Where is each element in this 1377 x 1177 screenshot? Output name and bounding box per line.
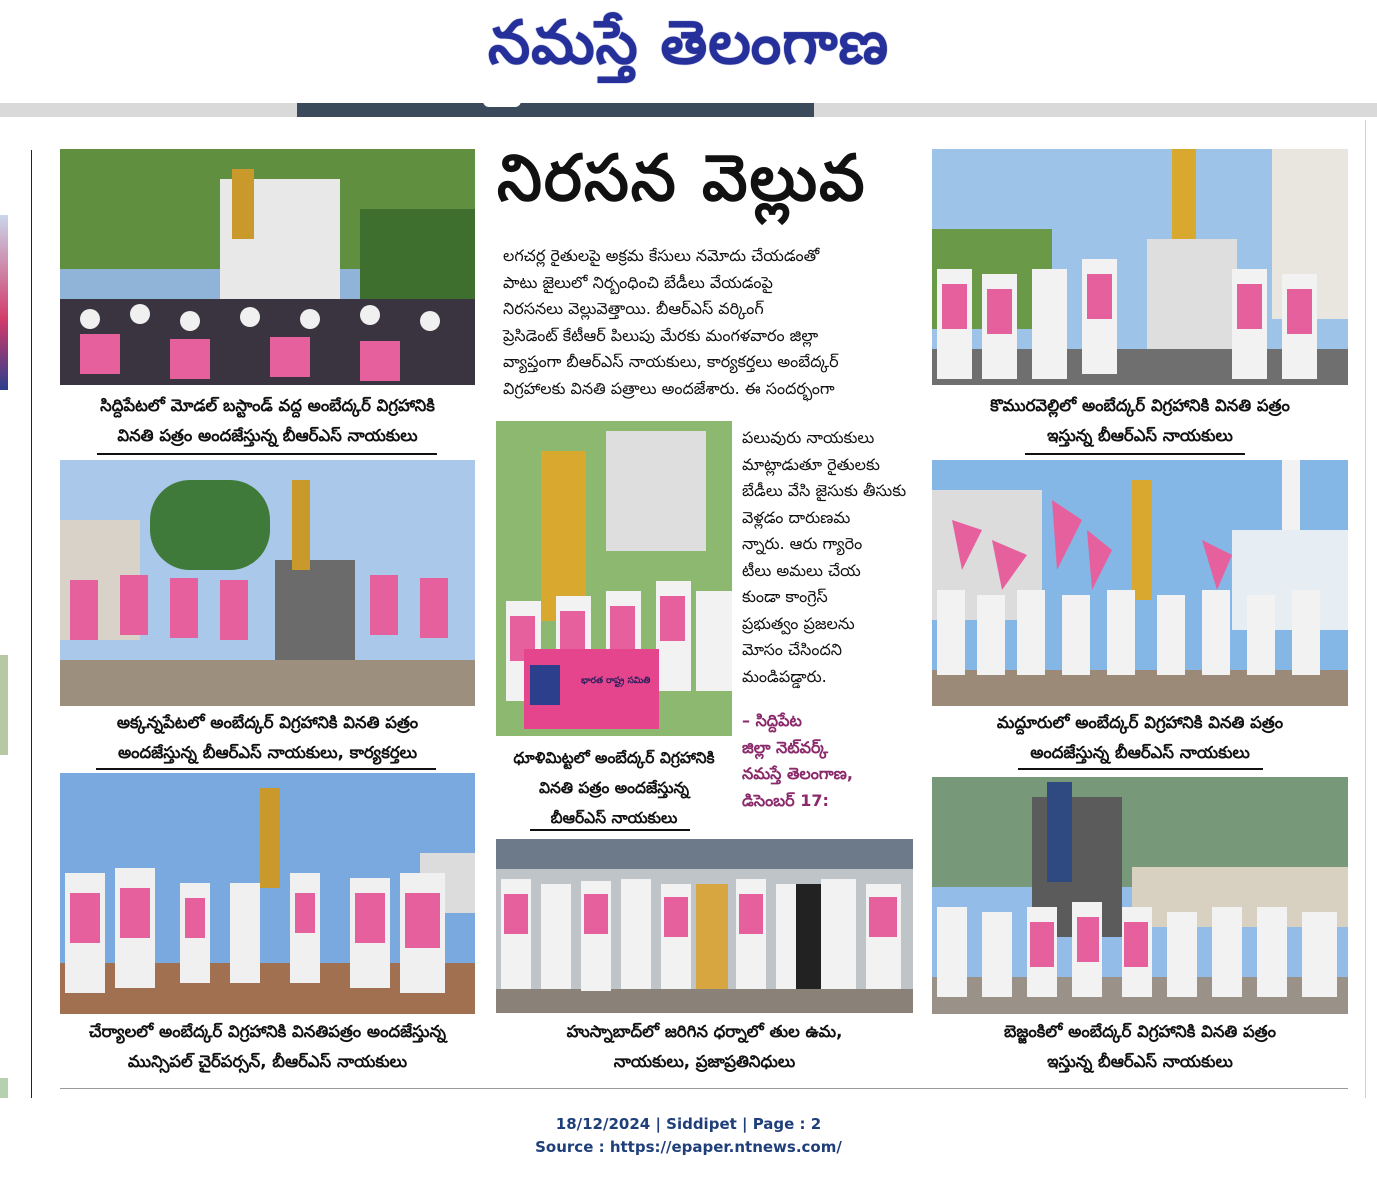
caption-underline xyxy=(1025,453,1245,455)
caption-line: అందజేస్తున్న బీఆర్‌ఎస్ నాయకులు xyxy=(1030,743,1250,762)
right-border-line xyxy=(1365,120,1366,1098)
caption-akkannapet xyxy=(60,708,475,768)
caption-line: ఇస్తున్న బీఆర్‌ఎస్ నాయకులు xyxy=(1047,426,1233,445)
caption-line: బీఆర్‌ఎస్ నాయకులు xyxy=(550,809,678,827)
masthead-rule-notch xyxy=(483,101,521,107)
caption-line: చేర్యాలలో అంబేద్కర్ విగ్రహానికి వినతిపత్రం అందజేస్తున్న xyxy=(89,1022,446,1041)
caption-line: కొమురవెల్లిలో అంబేద్కర్ విగ్రహానికి వినతి పత్రం xyxy=(990,396,1290,415)
caption-dhulmitta xyxy=(496,743,732,833)
caption-line: వినతి పత్రం అందజేస్తున్న బీఆర్‌ఎస్ నాయకులు xyxy=(117,426,418,445)
caption-underline xyxy=(1018,768,1263,770)
caption-line: నాయకులు, ప్రజాప్రతినిధులు xyxy=(613,1052,796,1071)
adjacent-page-strip-2 xyxy=(0,655,8,755)
photo-maddur xyxy=(932,460,1348,706)
masthead-rule-dark xyxy=(297,103,814,117)
left-border-line xyxy=(31,150,32,1098)
party-banner-text: భారత రాష్ట్ర సమితి xyxy=(581,676,651,686)
photo-dhulmitta xyxy=(496,421,732,736)
headline: నిరసన వెల్లువ xyxy=(497,142,867,216)
bottom-rule xyxy=(60,1088,1348,1089)
story-dateline: – సిద్దిపేట జిల్లా నెట్‌వర్క్ నమస్తే తెలంగాణ, డిసెంబర్ 17: xyxy=(742,711,853,810)
caption-line: మున్సిపల్ చైర్‌పర్సన్, బీఆర్‌ఎస్ నాయకులు xyxy=(127,1052,408,1071)
caption-line: అందజేస్తున్న బీఆర్‌ఎస్ నాయకులు, కార్యకర్తలు xyxy=(117,743,418,762)
caption-line: ఇస్తున్న బీఆర్‌ఎస్ నాయకులు xyxy=(1047,1052,1233,1071)
caption-line: సిద్దిపేటలో మోడల్ బస్టాండ్ వద్ద అంబేద్కర్ విగ్రహానికి xyxy=(100,396,435,415)
photo-husnabad xyxy=(496,839,913,1013)
adjacent-page-strip-3 xyxy=(0,1078,8,1098)
masthead xyxy=(0,0,1377,100)
caption-maddur xyxy=(932,708,1348,768)
story-body-side: పలువురు నాయకులు మాట్లాడుతూ రైతులకు బేడీలు వేసి జైసుకు తీసుకు వెళ్లడం దారుణమ న్నారు. ఆరు గ్యారెం టీలు అమలు చేయ కుండా కాంగ్రెస్ ప్రభుత్వం ప్రజలను మోసం చేసిందని మండిపడ్డారు. xyxy=(742,428,907,686)
caption-line: అక్కన్నపేటలో అంబేద్కర్ విగ్రహానికి వినతి పత్రం xyxy=(116,713,419,732)
caption-underline xyxy=(530,829,690,831)
caption-underline xyxy=(97,453,437,455)
photo-cheriyal xyxy=(60,773,475,1014)
adjacent-page-strip xyxy=(0,215,8,390)
caption-line: హుస్నాబాద్‌లో జరిగిన ధర్నాలో తుల ఉమ, xyxy=(566,1022,843,1041)
caption-underline xyxy=(96,768,436,770)
caption-line: మద్దూరులో అంబేద్కర్ విగ్రహానికి వినతి పత్రం xyxy=(996,713,1284,732)
caption-line: ధూళిమిట్టలో అంబేద్కర్ విగ్రహానికి xyxy=(513,749,715,767)
story-body-top: లగచర్ల రైతులపై అక్రమ కేసులు నమోదు చేయడంతో పాటు జైలులో నిర్బంధించి బేడీలు వేయడంపై నిరసనలు వెల్లువెత్తాయి. బీఆర్‌ఎస్ వర్కింగ్ ప్రెసిడెంట్ కేటీఆర్ పిలుపు మేరకు మంగళవారం జిల్లా వ్యాప్తంగా బీఆర్‌ఎస్ నాయకులు, కార్యకర్తలు అంబేద్కర్ విగ్రహాలకు వినతి పత్రాలు అందజేశారు. ఈ సందర్భంగా xyxy=(503,246,839,398)
photo-akkannapet xyxy=(60,460,475,706)
footer-date-line: 18/12/2024 | Siddipet | Page : 2 xyxy=(555,1115,822,1133)
caption-husnabad xyxy=(496,1017,913,1077)
caption-cheriyal xyxy=(55,1017,480,1077)
caption-bejjanki xyxy=(932,1017,1348,1077)
newspaper-logo: నమస్తే తెలంగాణ xyxy=(487,8,890,78)
footer-source-line: Source : https://epaper.ntnews.com/ xyxy=(535,1138,842,1156)
photo-siddipet xyxy=(60,149,475,385)
caption-line: బెజ్జంకిలో అంబేద్కర్ విగ్రహానికి వినతి పత్రం xyxy=(1003,1022,1276,1041)
photo-bejjanki xyxy=(932,777,1348,1014)
caption-siddipet xyxy=(60,391,475,451)
caption-komuravelli xyxy=(932,391,1348,451)
caption-line: వినతి పత్రం అందజేస్తున్న xyxy=(538,779,689,797)
photo-komuravelli xyxy=(932,149,1348,385)
